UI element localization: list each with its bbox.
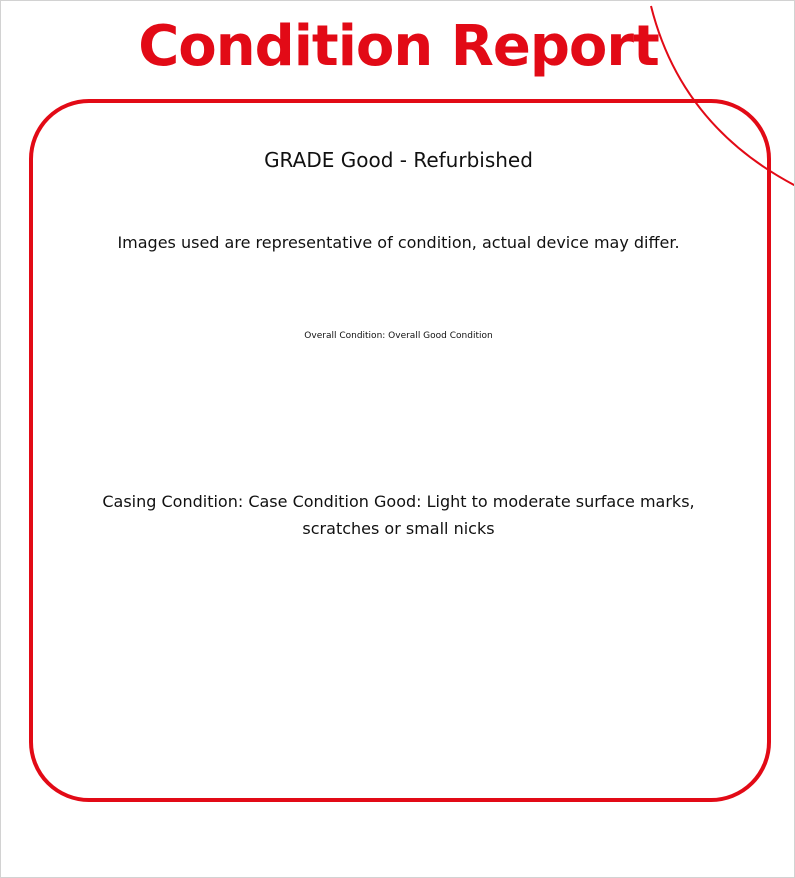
page-title: Condition Report — [138, 14, 659, 79]
report-card-frame — [29, 99, 771, 802]
casing-condition-text: Casing Condition: Case Condition Good: Light to moderate surface marks, scratches or small nicks — [102, 492, 695, 538]
disclaimer-text: Images used are representative of condition, actual device may differ. — [117, 233, 680, 252]
overall-condition-text: Overall Condition: Overall Good Condition — [304, 331, 493, 341]
grade-text: GRADE Good - Refurbished — [264, 148, 533, 172]
